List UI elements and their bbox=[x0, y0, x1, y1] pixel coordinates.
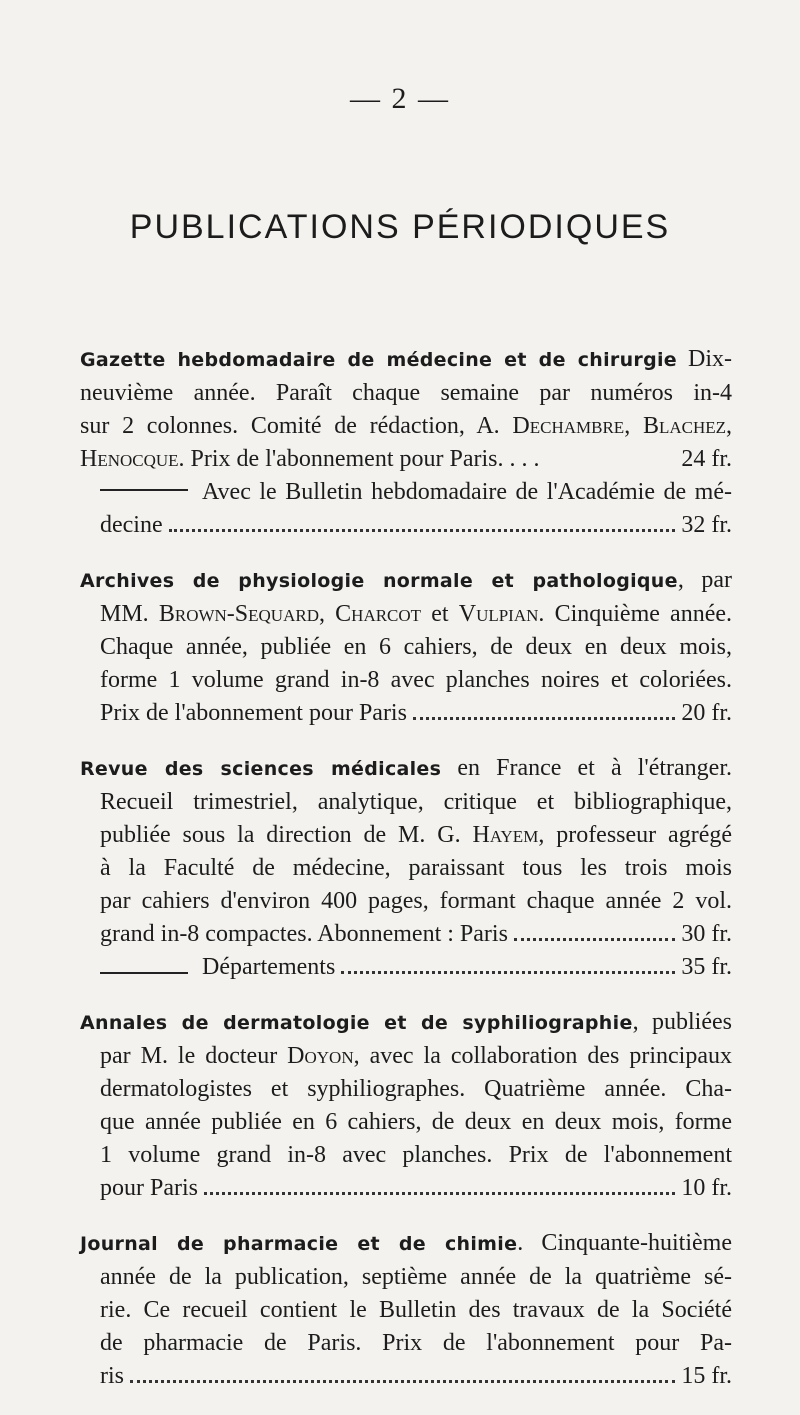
entry-text: Départements bbox=[202, 954, 336, 980]
entry-text: grand in-8 compactes. Abonnement : Paris bbox=[100, 921, 508, 947]
entry-text: , professeur agrégé bbox=[538, 822, 732, 848]
entry-text: ris bbox=[100, 1363, 124, 1389]
entry-revue-sciences-medicales bbox=[80, 752, 732, 984]
entry-text: forme 1 volume grand in-8 avec planches noires et coloriées. bbox=[100, 667, 732, 693]
entry-title: Journal de pharmacie et de chimie bbox=[80, 1233, 518, 1255]
author-name: Hayem bbox=[472, 822, 539, 848]
entry-text: , avec la collaboration des principaux bbox=[353, 1043, 733, 1069]
dash-rule bbox=[100, 972, 188, 974]
dot-leader bbox=[130, 1380, 675, 1383]
entry-text: par M. le docteur bbox=[100, 1043, 278, 1069]
entry-text: , par bbox=[677, 567, 732, 593]
entry-journal-pharmacie bbox=[80, 1227, 732, 1393]
entry-text: publiée sous la direction de M. G. bbox=[100, 822, 461, 848]
author-name: Brown-Sequard bbox=[158, 601, 319, 627]
entry-text: , publiées bbox=[632, 1009, 732, 1035]
price: 10 fr. bbox=[681, 1175, 732, 1201]
price: 15 fr. bbox=[681, 1363, 732, 1389]
entry-text: à la Faculté de médecine, paraissant tous les trois mois bbox=[100, 855, 732, 881]
entry-text: MM. bbox=[100, 601, 149, 627]
author-name: Vulpian bbox=[458, 601, 539, 627]
publication-list bbox=[80, 343, 732, 1415]
entry-gazette-hebdomadaire: Gazette hebdomadaire de médecine et de chirurgie Dix- neuvième année. Paraît chaque semaine par numéros in-4 sur 2 colonnes. Comité de rédaction, A. Dechambre, Blachez, Henocque . Prix de l'abonnement pour Paris. . . . 24 fr. Avec le Bulletin hebdomadaire de l'Académie de mé- decine 32 fr. bbox=[80, 343, 732, 542]
price: 20 fr. bbox=[681, 700, 732, 726]
page-number: — 2 — bbox=[350, 82, 450, 115]
entry-text: Prix de l'abonnement pour Paris bbox=[100, 700, 407, 726]
entry-title: Annales de dermatologie et de syphiliographie bbox=[80, 1012, 633, 1034]
entry-text: que année publiée en 6 cahiers, de deux en deux mois, forme bbox=[100, 1109, 732, 1135]
entry-title: Revue des sciences médicales bbox=[80, 758, 442, 780]
editor-name: Henocque bbox=[80, 446, 179, 472]
entry-text: sur 2 colonnes. Comité de rédaction, A. bbox=[80, 413, 500, 439]
entry-title: Gazette hebdomadaire de médecine et de chirurgie bbox=[80, 349, 677, 371]
dot-leader bbox=[169, 529, 676, 532]
entry-text: année de la publication, septième année de la quatrième sé- bbox=[100, 1264, 732, 1290]
entry-title: Archives de physiologie normale et pathologique bbox=[80, 570, 678, 592]
entry-text: . Prix de l'abonnement pour Paris. . . . bbox=[178, 446, 540, 472]
dot-leader bbox=[204, 1192, 675, 1195]
author-name: Charcot bbox=[335, 601, 422, 627]
dot-leader bbox=[341, 971, 675, 974]
entry-text: Avec le Bulletin hebdomadaire de l'Académie de mé- bbox=[202, 479, 732, 505]
entry-text: rie. Ce recueil contient le Bulletin des travaux de la Société bbox=[100, 1297, 732, 1323]
entry-annales-dermatologie bbox=[80, 1006, 732, 1205]
price: 35 fr. bbox=[681, 954, 732, 980]
entry-text: Chaque année, publiée en 6 cahiers, de deux en deux mois, bbox=[100, 634, 732, 660]
price: 30 fr. bbox=[681, 921, 732, 947]
editor-name: Blachez bbox=[642, 413, 726, 439]
editor-name: Dechambre bbox=[512, 413, 625, 439]
entry-text: . Cinquième année. bbox=[538, 601, 733, 627]
entry-text: Recueil trimestriel, analytique, critique et bibliographique, bbox=[100, 789, 732, 815]
entry-text: par cahiers d'environ 400 pages, formant chaque année 2 vol. bbox=[100, 888, 732, 914]
dash-rule bbox=[100, 489, 188, 491]
entry-text: decine bbox=[100, 512, 163, 538]
entry-text: de pharmacie de Paris. Prix de l'abonnement pour Pa- bbox=[100, 1330, 732, 1356]
dot-leader bbox=[413, 717, 675, 720]
entry-text: 1 volume grand in-8 avec planches. Prix de l'abonnement bbox=[100, 1142, 732, 1168]
entry-archives-physiologie: Archives de physiologie normale et pathologique, par MM. Brown-Sequard, Charcot et Vulpian. Cinquième année. Chaque année, publiée en 6 cahiers, de deux en deux mois, forme 1 volume grand in-8 avec planches noires et coloriées. Prix de l'abonnement pour Paris 20 fr. bbox=[80, 564, 732, 730]
entry-text: . Cinquante-huitième bbox=[517, 1230, 732, 1256]
entry-text: Dix- bbox=[688, 346, 732, 372]
author-name: Doyon bbox=[287, 1043, 354, 1069]
dot-leader bbox=[514, 938, 675, 941]
entry-text: dermatologistes et syphiliographes. Quatrième année. Cha- bbox=[100, 1076, 732, 1102]
price: 32 fr. bbox=[681, 512, 732, 538]
entry-text: neuvième année. Paraît chaque semaine par numéros in-4 bbox=[80, 380, 732, 406]
entry-text: en France et à l'étranger. bbox=[457, 755, 733, 781]
entry-text: pour Paris bbox=[100, 1175, 198, 1201]
entry-text: et bbox=[431, 601, 449, 627]
price: 24 fr. bbox=[681, 446, 732, 472]
page-title: PUBLICATIONS PÉRIODIQUES bbox=[129, 207, 671, 246]
